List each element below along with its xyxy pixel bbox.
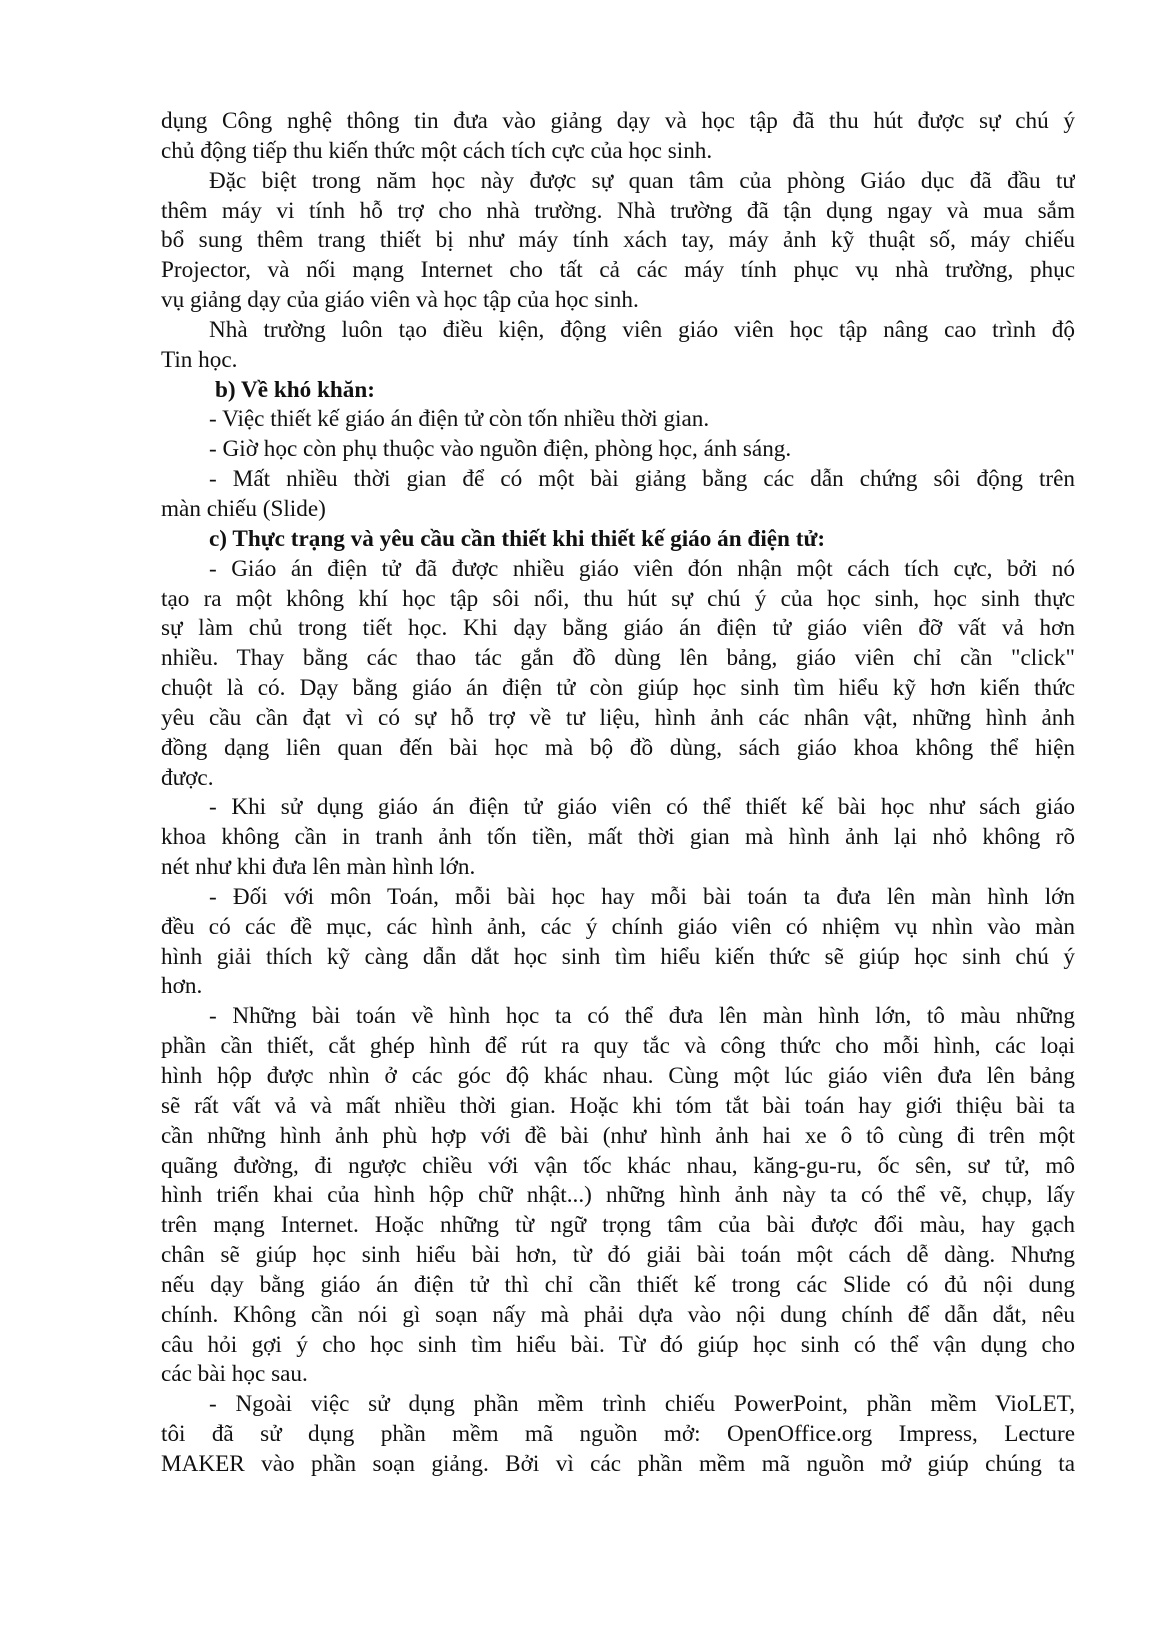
paragraph-line: Đặc biệt trong năm học này được sự quan tâm của phòng Giáo dục đã đầu tư [209,167,1075,194]
paragraph-line: sự làm chủ trong tiết học. Khi dạy bằng giáo án điện tử giáo viên đỡ vất vả hơn [161,615,1075,642]
paragraph-line: nếu dạy bằng giáo án điện tử thì chỉ cần thiết kế trong các Slide có đủ nội dung [161,1271,1075,1298]
paragraph-line: Projector, và nối mạng Internet cho tất cả các máy tính phục vụ nhà trường, phục [161,257,1075,284]
paragraph-line: đều có các đề mục, các hình ảnh, các ý chính giáo viên có nhiệm vụ nhìn vào màn [161,913,1075,940]
paragraph-line: nhiều. Thay bằng các thao tác gắn đồ dùng lên bảng, giáo viên chỉ cần "click" [161,645,1075,672]
paragraph-line: chuột là có. Dạy bằng giáo án điện tử còn giúp học sinh tìm hiểu kỹ hơn kiến thức [161,675,1075,702]
paragraph-line: tạo ra một không khí học tập sôi nổi, thu hút sự chú ý của học sinh, học sinh thực [161,585,1075,612]
paragraph-line: chính. Không cần nói gì soạn nấy mà phải dựa vào nội dung chính để dẫn dắt, nêu [161,1301,1075,1328]
paragraph-line: - Những bài toán về hình học ta có thể đưa lên màn hình lớn, tô màu những [209,1003,1075,1030]
list-item: - Giờ học còn phụ thuộc vào nguồn điện, phòng học, ánh sáng. [209,436,792,463]
paragraph-line: bổ sung thêm trang thiết bị như máy tính xách tay, máy ảnh kỹ thuật số, máy chiếu [161,227,1075,254]
section-heading-b: b) Về khó khăn: [215,376,376,403]
paragraph-line: phần cần thiết, cắt ghép hình để rút ra quy tắc và công thức cho mỗi hình, các loại [161,1033,1075,1060]
paragraph-line: - Giáo án điện tử đã được nhiều giáo viên đón nhận một cách tích cực, bởi nó [209,555,1075,582]
paragraph-line: chân sẽ giúp học sinh hiểu bài hơn, từ đó giải bài toán một cách dễ dàng. Nhưng [161,1242,1075,1269]
paragraph-line: cần những hình ảnh phù hợp với đề bài (như hình ảnh hai xe ô tô cùng đi trên một [161,1122,1075,1149]
paragraph-line: trên mạng Internet. Hoặc những từ ngữ trọng tâm của bài được đổi màu, hay gạch [161,1212,1075,1239]
paragraph-line: Nhà trường luôn tạo điều kiện, động viên giáo viên học tập nâng cao trình độ [209,316,1075,343]
document-body [161,107,1075,1480]
list-item: - Việc thiết kế giáo án điện tử còn tốn nhiều thời gian. [209,406,710,433]
paragraph-line: vụ giảng dạy của giáo viên và học tập của học sinh. [161,287,639,314]
paragraph-line: quãng đường, đi ngược chiều với vận tốc khác nhau, kăng-gu-ru, ốc sên, sư tử, mô [161,1152,1075,1179]
paragraph-line: màn chiếu (Slide) [161,495,326,522]
paragraph-line: câu hỏi gợi ý cho học sinh tìm hiểu bài. Từ đó giúp học sinh có thể vận dụng cho [161,1331,1075,1358]
paragraph-line: hơn. [161,973,203,1000]
section-heading-c: c) Thực trạng và yêu cầu cần thiết khi thiết kế giáo án điện tử: [209,525,826,552]
paragraph-line: thêm máy vi tính hỗ trợ cho nhà trường. Nhà trường đã tận dụng ngay và mua sắm [161,197,1075,224]
paragraph-line: chủ động tiếp thu kiến thức một cách tích cực của học sinh. [161,137,713,164]
paragraph-line: dụng Công nghệ thông tin đưa vào giảng dạy và học tập đã thu hút được sự chú ý [161,108,1075,134]
paragraph-line: - Khi sử dụng giáo án điện tử giáo viên có thể thiết kế bài học như sách giáo [209,794,1075,821]
paragraph-line: tôi đã sử dụng phần mềm mã nguồn mở: OpenOffice.org Impress, Lecture [161,1421,1075,1448]
paragraph-line: - Đối với môn Toán, mỗi bài học hay mỗi bài toán ta đưa lên màn hình lớn [209,883,1075,910]
list-item: - Mất nhiều thời gian để có một bài giảng bằng các dẫn chứng sôi động trên [209,466,1075,493]
paragraph-line: các bài học sau. [161,1361,308,1388]
paragraph-line: MAKER vào phần soạn giảng. Bởi vì các phần mềm mã nguồn mở giúp chúng ta [161,1450,1075,1477]
paragraph-line: được. [161,764,214,791]
paragraph-line: hình hộp được nhìn ở các góc độ khác nhau. Cùng một lúc giáo viên đưa lên bảng [161,1063,1075,1089]
paragraph-line: hình giải thích kỹ càng dẫn dắt học sinh tìm hiểu kiến thức sẽ giúp học sinh chú ý [161,943,1075,970]
paragraph-line: hình triển khai của hình hộp chữ nhật...) những hình ảnh này ta có thể vẽ, chụp, lấy [161,1182,1075,1209]
paragraph-line: đồng dạng liên quan đến bài học mà bộ đồ dùng, sách giáo khoa không thể hiện [161,734,1075,761]
paragraph-line: yêu cầu cần đạt vì có sự hỗ trợ về tư liệu, hình ảnh các nhân vật, những hình ảnh [161,704,1075,731]
paragraph-line: khoa không cần in tranh ảnh tốn tiền, mất thời gian mà hình ảnh lại nhỏ không rõ [161,824,1075,851]
paragraph-line: Tin học. [161,346,238,373]
paragraph-line: - Ngoài việc sử dụng phần mềm trình chiếu PowerPoint, phần mềm VioLET, [209,1391,1075,1418]
paragraph-line: nét như khi đưa lên màn hình lớn. [161,854,476,881]
paragraph-line: sẽ rất vất vả và mất nhiều thời gian. Hoặc khi tóm tắt bài toán hay giới thiệu bài ta [161,1092,1075,1119]
